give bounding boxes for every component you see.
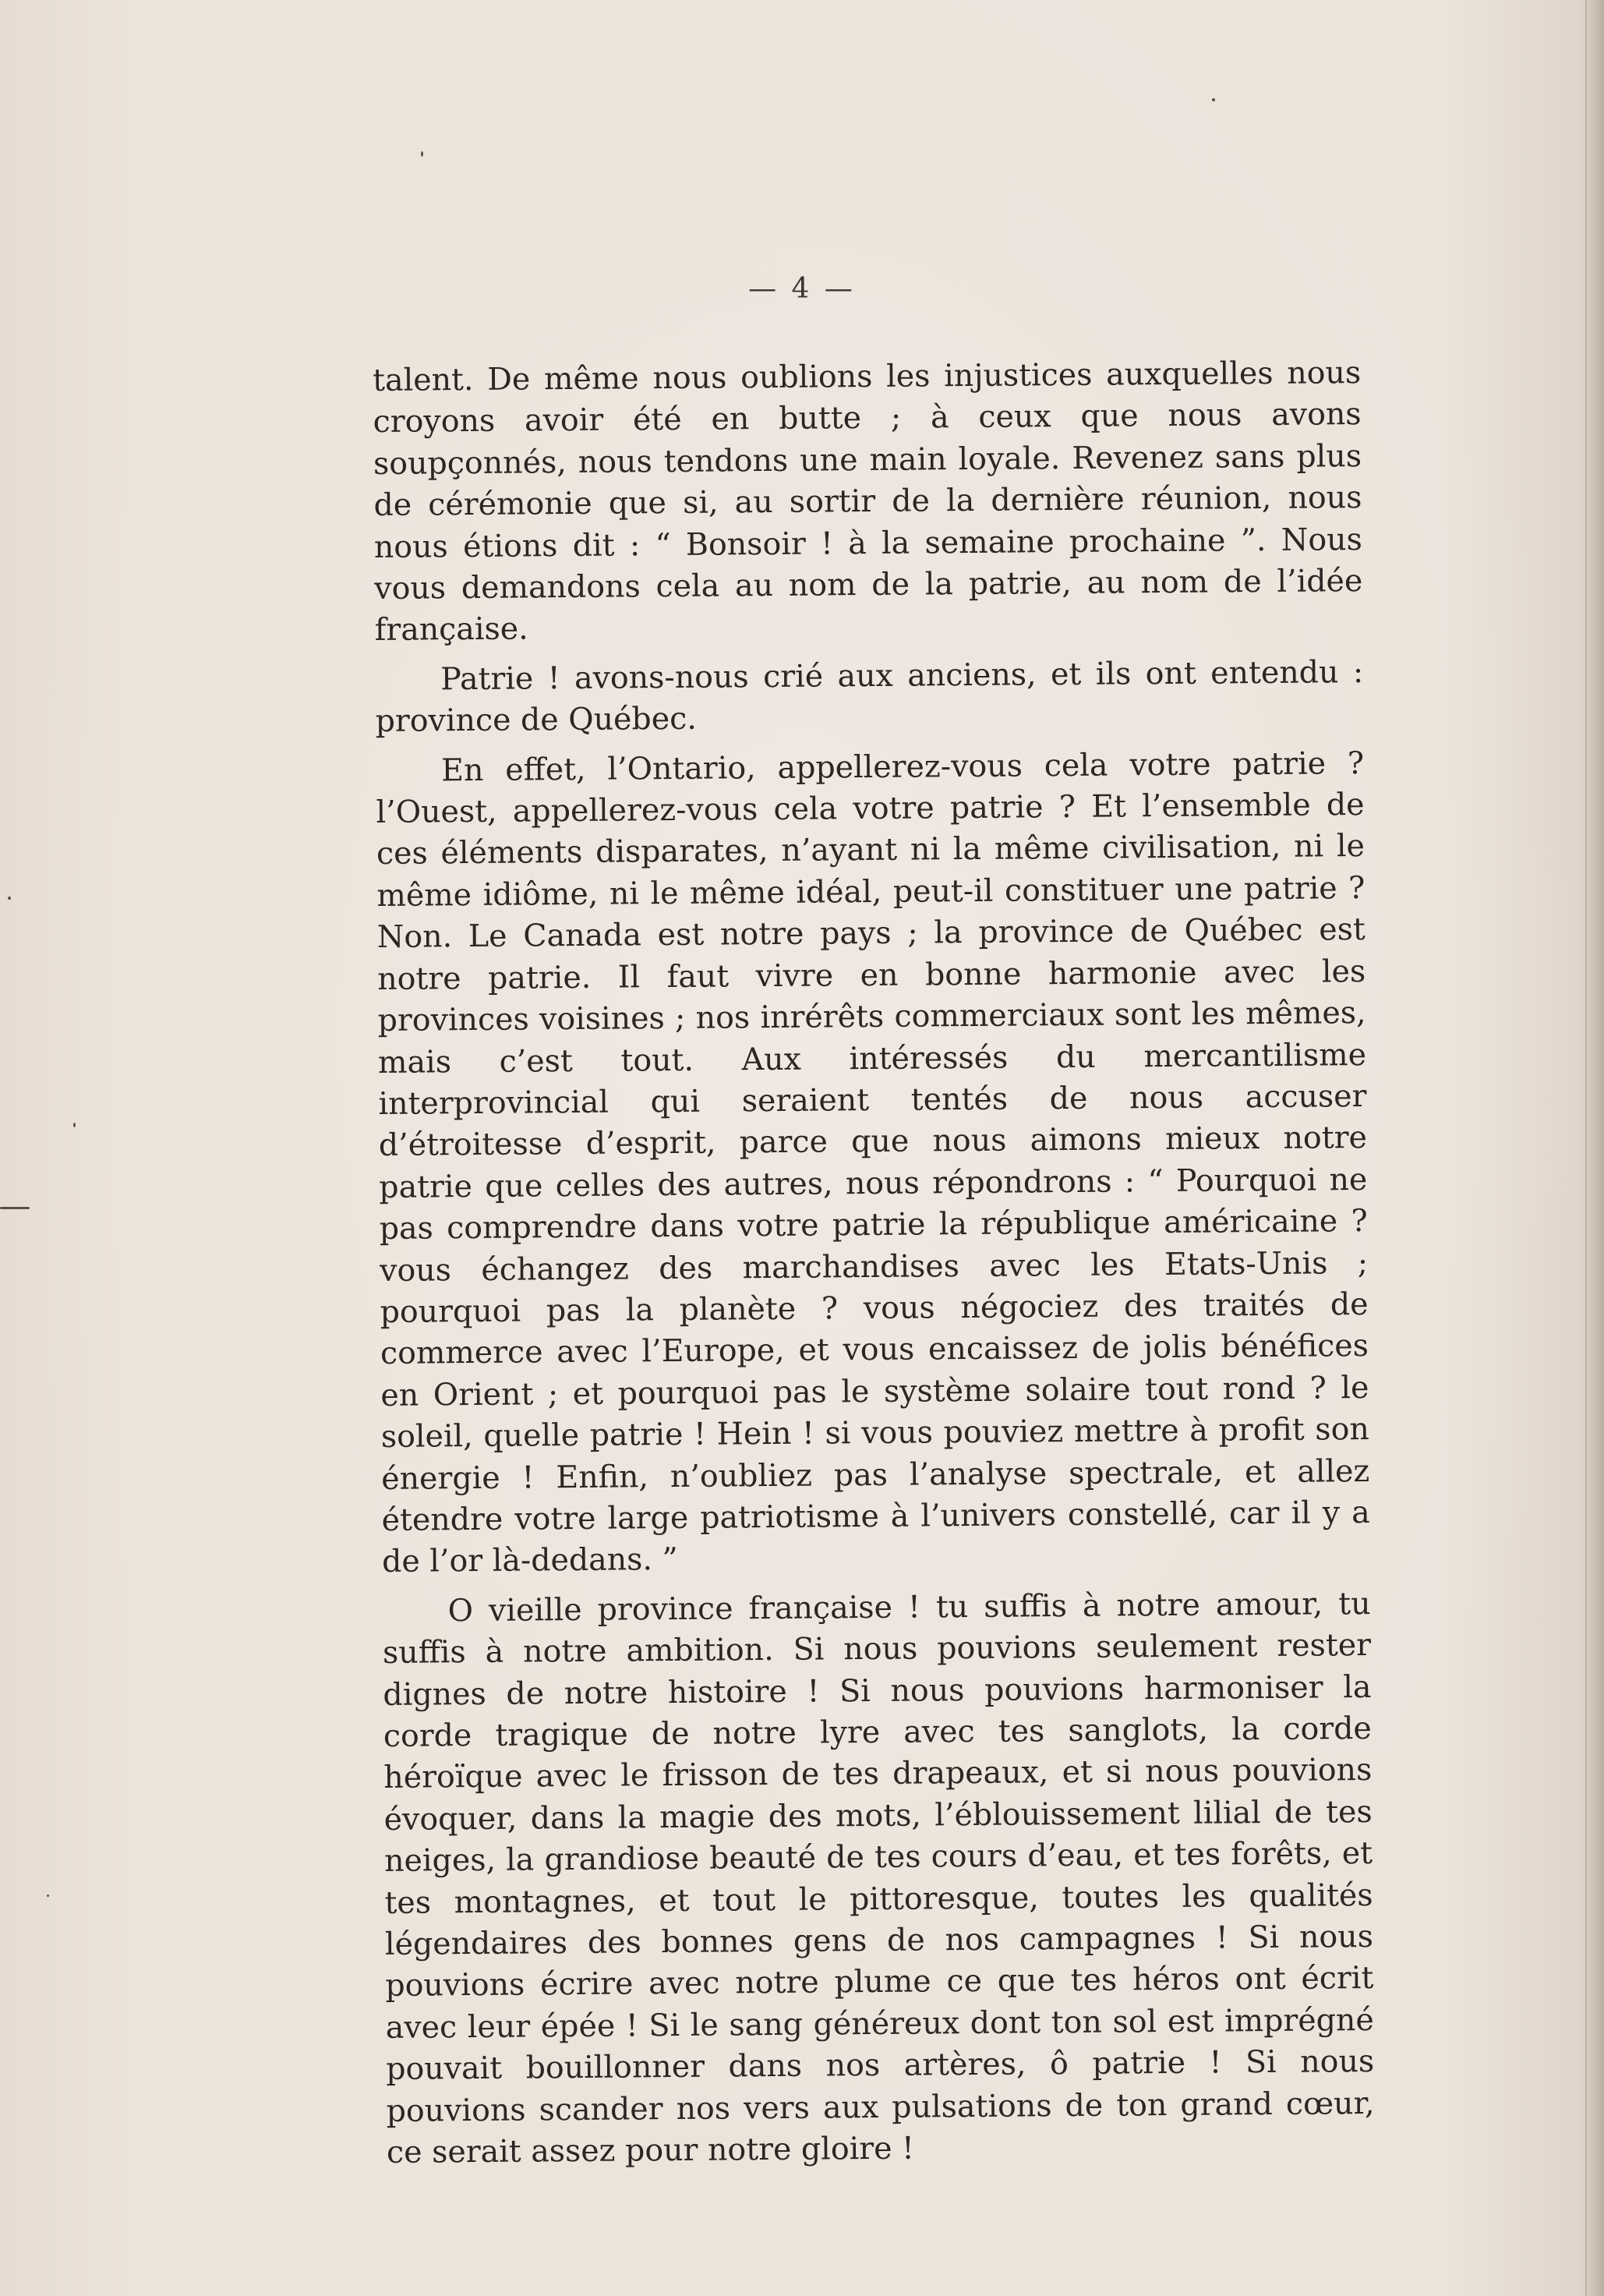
paper-speck xyxy=(0,1207,30,1209)
page-edge-line xyxy=(1585,0,1587,2296)
paper-speck xyxy=(8,897,11,900)
paragraph-2: Patrie ! avons-nous crié aux anciens, et ils ont entendu : province de Québec. xyxy=(375,653,1364,740)
paragraph-3: En effet, l’Ontario, appellerez-vous cela votre patrie ? l’Ouest, appellerez-vous cela votre patrie ? Et l’ensemble de ces éléments disparates, n’ayant ni la même civilisation, ni le même idiôme, ni le même idéal, peut-il constituer une patrie ? Non. Le Canada est notre pays ; la province de Québec est notre patrie. Il faut vivre en bonne harmonie avec les provinces voisines ; nos inrérêts commerciaux sont les mêmes, mais c’est tout. Aux intéressés du mercantilisme interprovincial qui seraient tentés de nous accuser d’étroitesse d’esprit, parce que nous aimons mieux notre patrie que celles des autres, nous répondrons : “ Pourquoi ne pas comprendre dans votre patrie la république américaine ? vous échangez des marchandises avec les Etats-Unis ; pourquoi pas la planète ? vous négociez des traités de commerce avec l’Europe, et vous encaissez de jolis bénéfices en Orient ; et pourquoi pas le système solaire tout rond ? le soleil, quelle patrie ! Hein ! si vous pouviez mettre à profit son énergie ! Enfin, n’oubliez pas l’analyse spectrale, et allez étendre votre large patriotisme à l’univers constellé, car il y a de l’or là-dedans. ” xyxy=(376,745,1370,1580)
paper-speck xyxy=(1212,98,1215,101)
paragraph-4: O vieille province française ! tu suffis à notre amour, tu suffis à notre ambition. Si nous pouvions seulement rester dignes de notre histoire ! Si nous pouvions harmoniser la corde tragique de notre lyre avec tes sanglots, la corde héroïque avec le frisson de tes drapeaux, et si nous pouvions évoquer, dans la magie des mots, l’éblouissement lilial de tes neiges, la grandiose beauté de tes cours d’eau, et tes forêts, et tes montagnes, et tout le pittoresque, toutes les qualités légendaires des bonnes gens de nos campagnes ! Si nous pouvions écrire avec notre plume ce que tes héros ont écrit avec leur épée ! Si le sang généreux dont ton sol est imprégné pouvait bouillonner dans nos artères, ô patrie ! Si nous pouvions scander nos vers aux pulsations de ton grand cœur, ce serait assez pour notre gloire ! xyxy=(382,1585,1375,2170)
paper-speck xyxy=(421,151,423,157)
paper-speck xyxy=(47,1894,49,1897)
paper-speck xyxy=(73,1123,76,1127)
page-number: — 4 — xyxy=(748,273,856,305)
body-text xyxy=(373,352,1375,2181)
paragraph-1: talent. De même nous oublions les injustices auxquelles nous croyons avoir été en butte ; à ceux que nous avons soupçonnés, nous tendons une main loyale. Revenez sans plus de cérémonie que si, au sortir de la dernière réunion, nous nous étions dit : “ Bonsoir ! à la semaine prochaine ”. Nous vous demandons cela au nom de la patrie, au nom de l’idée française. xyxy=(373,355,1363,649)
